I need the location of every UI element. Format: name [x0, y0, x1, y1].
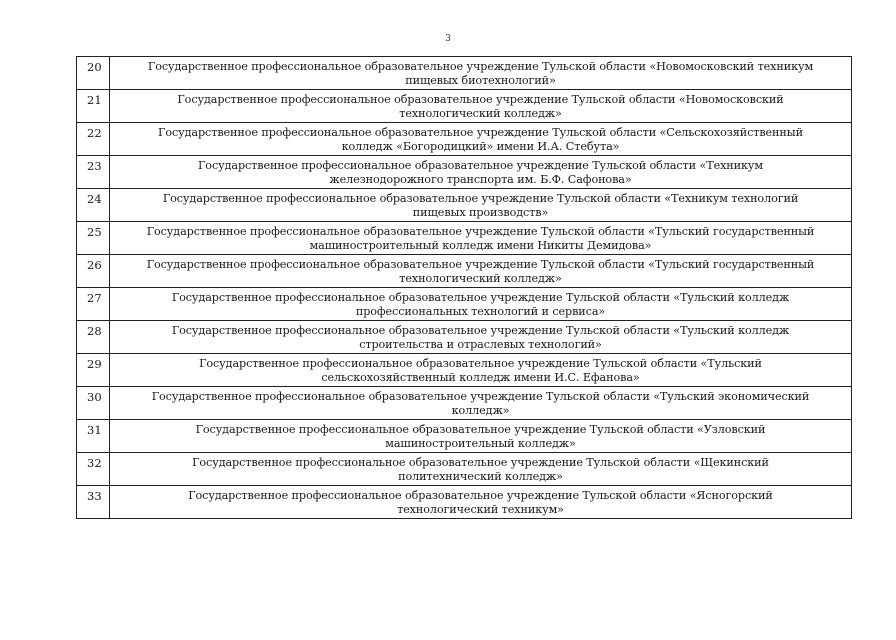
table-row [77, 90, 852, 123]
institution-name [110, 453, 852, 486]
row-number: 32 [77, 453, 110, 486]
row-number: 29 [77, 354, 110, 387]
institution-name-line: Государственное профессиональное образовательное учреждение Тульской области «Новомосковский техникум [147, 60, 814, 73]
institution-name-line: Государственное профессиональное образовательное учреждение Тульской области «Тульский государственный [146, 258, 815, 271]
institution-name [110, 156, 852, 189]
row-number: 30 [77, 387, 110, 420]
institution-name [110, 387, 852, 420]
row-number: 25 [77, 222, 110, 255]
institution-name-line: политехнический колледж» [398, 470, 563, 483]
institution-name-line: Государственное профессиональное образовательное учреждение Тульской области «Техникум технологий [162, 192, 799, 205]
institution-name [110, 255, 852, 288]
institution-name [110, 57, 852, 90]
institution-name-line: Государственное профессиональное образовательное учреждение Тульской области «Сельскохозяйственный [158, 126, 803, 139]
institutions-table [76, 56, 852, 519]
table-row [77, 486, 852, 519]
institution-name-line: технологический колледж» [399, 107, 562, 120]
institution-name-line: технологический колледж» [399, 272, 562, 285]
institution-name-line: Государственное профессиональное образовательное учреждение Тульской области «Тульский колледж [171, 291, 790, 304]
institution-name-line: профессиональных технологий и сервиса» [355, 305, 606, 318]
institution-name [110, 288, 852, 321]
table-row [77, 123, 852, 156]
institution-name-line: машиностроительный колледж имени Никиты Демидова» [309, 239, 652, 252]
institution-name-line: Государственное профессиональное образовательное учреждение Тульской области «Тульский государственный [146, 225, 815, 238]
institution-name-line: пищевых биотехнологий» [405, 74, 556, 87]
institution-name-line: машиностроительный колледж» [385, 437, 576, 450]
institution-name [110, 189, 852, 222]
row-number: 27 [77, 288, 110, 321]
table-row [77, 57, 852, 90]
table-row [77, 255, 852, 288]
institution-name-line: технологический техникум» [397, 503, 564, 516]
row-number: 20 [77, 57, 110, 90]
table-row [77, 354, 852, 387]
institution-name [110, 90, 852, 123]
institution-name-line: Государственное профессиональное образовательное учреждение Тульской области «Новомосковский [177, 93, 784, 106]
row-number: 24 [77, 189, 110, 222]
institution-name [110, 420, 852, 453]
row-number: 31 [77, 420, 110, 453]
institution-name-line: Государственное профессиональное образовательное учреждение Тульской области «Ясногорский [188, 489, 773, 502]
institution-name-line: Государственное профессиональное образовательное учреждение Тульской области «Техникум [198, 159, 763, 172]
institution-name-line: железнодорожного транспорта им. Б.Ф. Сафонова» [329, 173, 632, 186]
row-number: 26 [77, 255, 110, 288]
institution-name-line: Государственное профессиональное образовательное учреждение Тульской области «Тульский экономический [151, 390, 810, 403]
row-number: 28 [77, 321, 110, 354]
institution-name-line: Государственное профессиональное образовательное учреждение Тульской области «Щекинский [192, 456, 769, 469]
table-row [77, 387, 852, 420]
table-row [77, 321, 852, 354]
institution-name [110, 222, 852, 255]
institution-name-line: Государственное профессиональное образовательное учреждение Тульской области «Узловский [195, 423, 766, 436]
page-number: 3 [445, 34, 451, 44]
table-row [77, 420, 852, 453]
institution-name [110, 321, 852, 354]
institution-name-line: строительства и отраслевых технологий» [359, 338, 602, 351]
row-number: 22 [77, 123, 110, 156]
institution-name-line: Государственное профессиональное образовательное учреждение Тульской области «Тульский [199, 357, 762, 370]
institution-name-line: колледж «Богородицкий» имени И.А. Стебута» [341, 140, 620, 153]
institution-name-line: сельскохозяйственный колледж имени И.С. Ефанова» [321, 371, 640, 384]
institution-name [110, 486, 852, 519]
institution-name-line: Государственное профессиональное образовательное учреждение Тульской области «Тульский колледж [171, 324, 790, 337]
institution-name-line: пищевых производств» [412, 206, 549, 219]
table-row [77, 288, 852, 321]
row-number: 33 [77, 486, 110, 519]
table-row [77, 189, 852, 222]
table-row [77, 453, 852, 486]
institution-name-line: колледж» [451, 404, 510, 417]
row-number: 23 [77, 156, 110, 189]
institution-name [110, 354, 852, 387]
institution-name [110, 123, 852, 156]
table-row [77, 156, 852, 189]
row-number: 21 [77, 90, 110, 123]
table-row [77, 222, 852, 255]
